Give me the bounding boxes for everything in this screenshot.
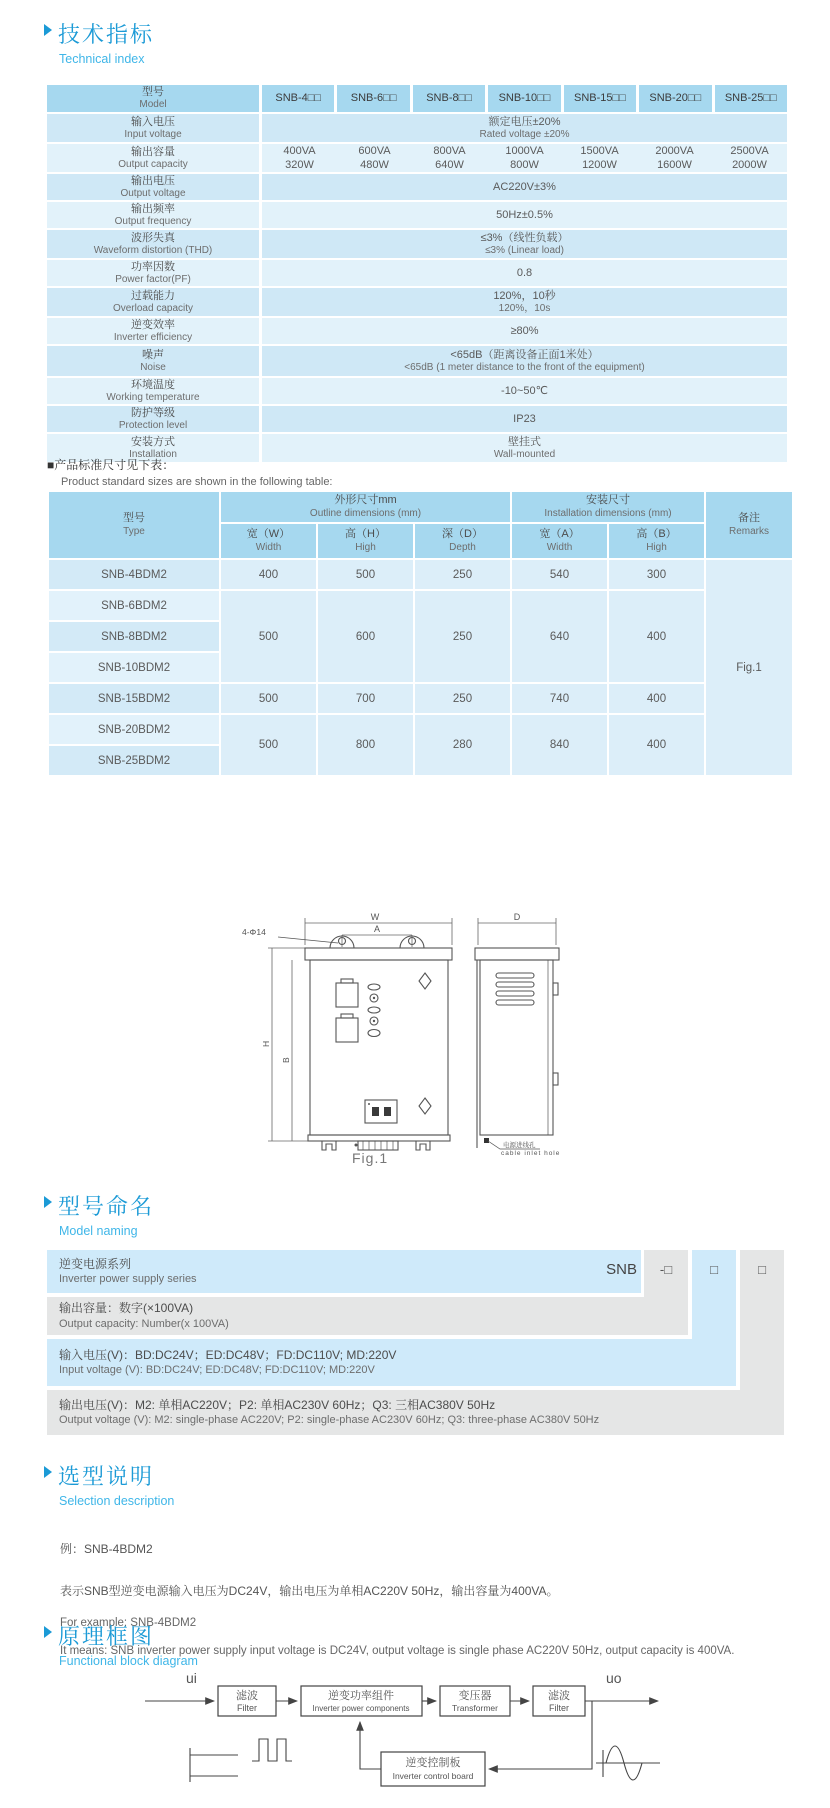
spec-header-model: SNB-25□□ (715, 85, 787, 112)
section-technical-header (44, 18, 154, 66)
size-header-col-h: 高（H） High (318, 524, 413, 558)
section-arrow-icon (44, 1196, 52, 1208)
svg-text:Transformer: Transformer (452, 1703, 498, 1713)
dim-d-label: D (513, 912, 521, 922)
size-model: SNB-15BDM2 (49, 684, 219, 713)
spec-header-model: SNB-20□□ (639, 85, 711, 112)
size-model: SNB-20BDM2 (49, 715, 219, 744)
spec-header-model: SNB-15□□ (564, 85, 636, 112)
dim-h-label: H (261, 1040, 271, 1047)
model-code-box-1: -□ (659, 1262, 673, 1277)
size-header-col-b: 高（B） High (609, 524, 704, 558)
svg-text:Inverter power components: Inverter power components (312, 1704, 410, 1713)
svg-text:逆变功率组件: 逆变功率组件 (328, 1690, 394, 1702)
spec-row-overload: 过载能力 Overload capacity 120%，10秒 120%，10s (47, 288, 787, 316)
size-header-install: 安装尺寸 Installation dimensions (mm) (512, 492, 704, 522)
spec-header-label: 型号 Model (47, 85, 259, 112)
cabinet-side-view (475, 948, 560, 1157)
spec-header-model: SNB-4□□ (262, 85, 334, 112)
hole-note: 4-Φ14 (242, 927, 266, 937)
section-arrow-icon (44, 1626, 52, 1638)
output-signal-label: uo (606, 1670, 622, 1686)
svg-text:滤波: 滤波 (548, 1690, 570, 1702)
size-header-col-d: 深（D） Depth (415, 524, 510, 558)
size-row: SNB-20BDM2 500 800 280 840 400 (49, 715, 792, 744)
size-model: SNB-10BDM2 (49, 653, 219, 682)
svg-text:Inverter control board: Inverter control board (392, 1771, 474, 1781)
size-model: SNB-25BDM2 (49, 746, 219, 775)
size-header-outline: 外形尺寸mm Outline dimensions (mm) (221, 492, 510, 522)
svg-text:滤波: 滤波 (236, 1690, 258, 1702)
size-model: SNB-8BDM2 (49, 622, 219, 651)
dim-w-label: W (370, 912, 380, 922)
latch-icon (419, 1098, 431, 1114)
naming-row-output-voltage: 输出电压(V)：M2: 单相AC220V；P2: 单相AC230V 60Hz；Q3: 三相AC380V 50Hz Output voltage (V): M2: single-phase AC220V; P2: single-phase AC230V 60Hz; Q3: three-phase AC380V 50Hz (47, 1390, 784, 1435)
spec-row-input-voltage: 输入电压 Input voltage 额定电压±20% Rated voltage ±20% (47, 114, 787, 142)
size-row: SNB-4BDM2 400 500 250 540 300 Fig.1 (49, 560, 792, 589)
size-note: ■产品标准尺寸见下表： Product standard sizes are shown in the following table: (47, 458, 333, 488)
spec-row-output-voltage: 输出电压 Output voltage AC220V±3% (47, 174, 787, 200)
cabinet-dimension-drawing (230, 895, 650, 1157)
spec-row-waveform-distortion: 波形失真 Waveform distortion (THD) ≤3%（线性负载） ≤3% (Linear load) (47, 230, 787, 258)
section-arrow-icon (44, 24, 52, 36)
cable-inlet-zh: 电源进线孔 (503, 1142, 536, 1149)
svg-text:逆变控制板: 逆变控制板 (405, 1757, 461, 1769)
figure-caption: Fig.1 (352, 1150, 389, 1166)
section-block-diagram-header: 原理框图 Functional block diagram (44, 1620, 198, 1668)
spec-row-protection: 防护等级 Protection level IP23 (47, 406, 787, 432)
section-title-zh: 技术指标 (58, 22, 155, 47)
section-selection-header: 选型说明 Selection description (44, 1460, 174, 1508)
section-model-naming-header: 型号命名 Model naming (44, 1190, 154, 1238)
dim-b-label: B (281, 1057, 291, 1063)
model-code-box-3: □ (758, 1262, 766, 1277)
spec-header-row (47, 85, 787, 112)
section-title-en: Technical index (59, 52, 145, 66)
size-row: SNB-15BDM2 500 700 250 740 400 (49, 684, 792, 713)
cable-inlet-icon (484, 1138, 489, 1143)
spec-row-noise: 噪声 Noise <65dB（距离设备正面1米处） <65dB (1 meter distance to the front of the equipment) (47, 346, 787, 376)
hinge-icon (553, 1073, 558, 1085)
section-arrow-icon (44, 1466, 52, 1478)
size-header-type: 型号 Type (49, 492, 219, 558)
spec-row-efficiency: 逆变效率 Inverter efficiency ≥80% (47, 318, 787, 344)
cabinet-front-view (305, 948, 452, 1150)
input-signal-label: ui (186, 1670, 197, 1686)
model-naming-diagram (47, 1250, 784, 1435)
spec-row-output-capacity: 输出容量 Output capacity 400VA 320W 600VA 480W 800VA 640W 1000VA 800W 1500VA 1200W 2000VA 1600W 2500VA 2000W (47, 144, 787, 172)
dim-a-label: A (373, 924, 381, 934)
size-model: SNB-6BDM2 (49, 591, 219, 620)
hinge-icon (553, 983, 558, 995)
naming-row-input-voltage: 输入电压(V)：BD:DC24V；ED:DC48V；FD:DC110V; MD:220V Input voltage (V): BD:DC24V; ED:DC48V; FD:DC110V; MD:220V (47, 1339, 736, 1386)
svg-text:Filter: Filter (237, 1703, 257, 1713)
size-row: SNB-6BDM2 500 600 250 640 400 (49, 591, 792, 620)
size-table (47, 490, 794, 777)
selection-desc-zh: 表示SNB型逆变电源输入电压为DC24V，输出电压为单相AC220V 50Hz，输出容量为400VA。 (60, 1584, 559, 1598)
selection-desc-en: It means: SNB inverter power supply input voltage is DC24V, output voltage is single phase AC220V 50Hz, output capacity is 400VA. (60, 1645, 735, 1657)
model-code-box-2: □ (710, 1262, 718, 1277)
size-remark-cell: Fig.1 (706, 560, 792, 775)
selection-example-en: For example: SNB-4BDM2 (60, 1617, 197, 1629)
functional-block-diagram (100, 1665, 700, 1807)
svg-text:变压器: 变压器 (458, 1690, 492, 1702)
spec-row-output-frequency: 输出频率 Output frequency 50Hz±0.5% (47, 202, 787, 228)
spec-header-model: SNB-10□□ (488, 85, 560, 112)
square-wave-icon (252, 1739, 292, 1761)
naming-row-series: 逆变电源系列 Inverter power supply series (47, 1250, 641, 1293)
latch-icon (419, 973, 431, 989)
spec-header-model: SNB-8□□ (413, 85, 485, 112)
size-header-col-a: 宽（A） Width (512, 524, 607, 558)
sine-wave-icon (596, 1746, 660, 1780)
svg-text:Filter: Filter (549, 1703, 569, 1713)
size-header-col-w: 宽（W） Width (221, 524, 316, 558)
spec-row-power-factor: 功率因数 Power factor(PF) 0.8 (47, 260, 787, 286)
naming-row-capacity: 输出容量：数字(×100VA) Output capacity: Number(x 100VA) (47, 1297, 688, 1335)
spec-header-model: SNB-6□□ (337, 85, 409, 112)
dc-waveform-icon (190, 1748, 238, 1782)
cable-inlet-en: cable inlet hole (501, 1150, 561, 1157)
selection-example-zh: 例：SNB-4BDM2 (60, 1542, 153, 1556)
size-header-remarks: 备注 Remarks (706, 492, 792, 558)
spec-table (47, 85, 787, 462)
model-code-prefix: SNB (606, 1261, 637, 1278)
spec-row-temperature: 环境温度 Working temperature -10~50℃ (47, 378, 787, 404)
size-model: SNB-4BDM2 (49, 560, 219, 589)
spec-row-installation: 安装方式 Installation 壁挂式 Wall-mounted (47, 434, 787, 462)
